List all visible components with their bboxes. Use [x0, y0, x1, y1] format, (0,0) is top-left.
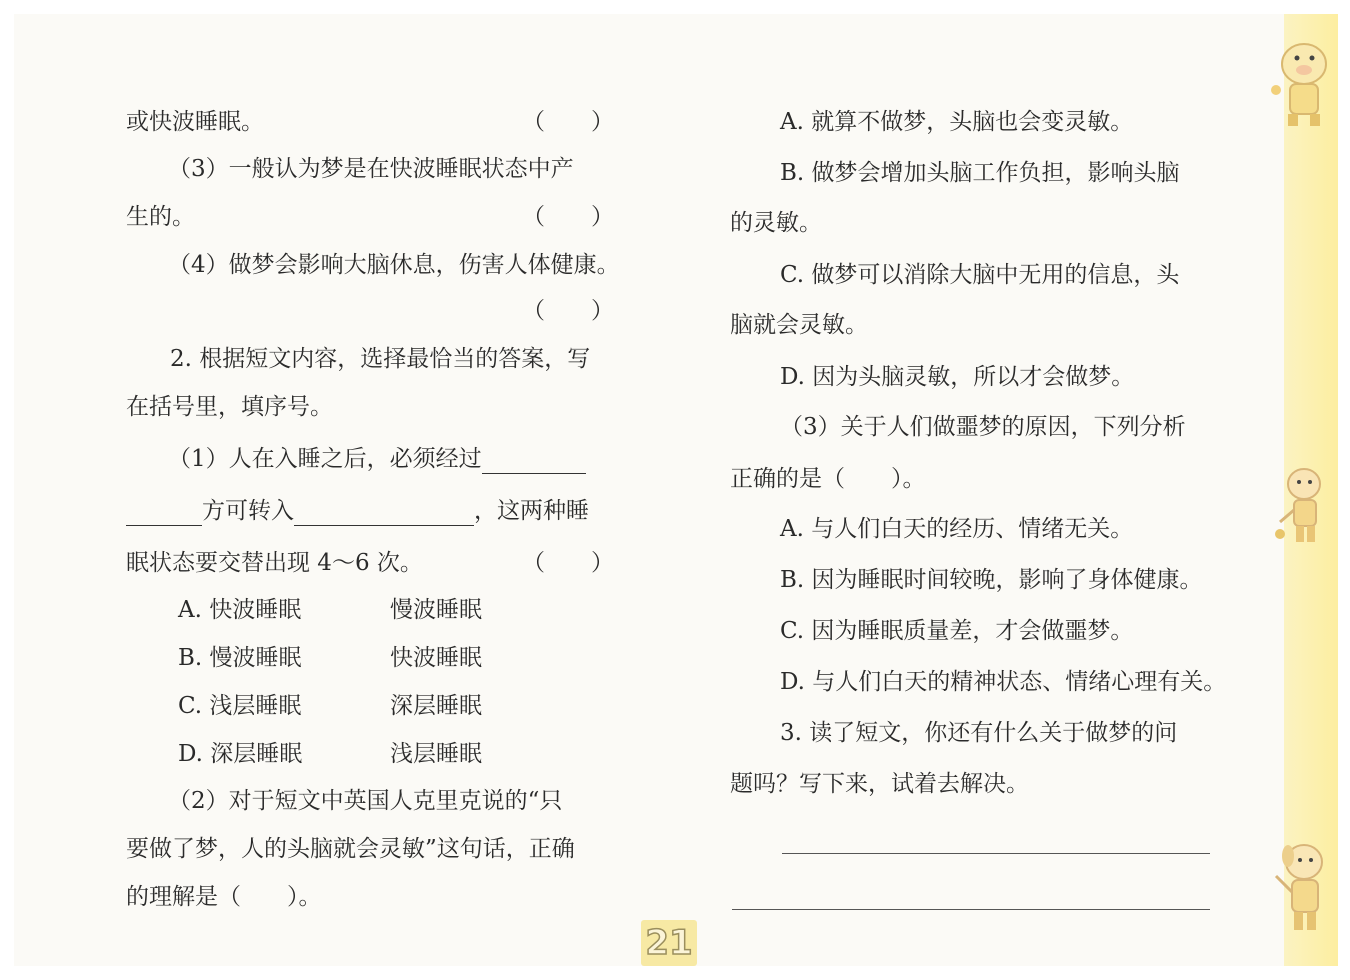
option-line: C. 因为睡眠质量差，才会做噩梦。	[780, 618, 1134, 644]
option-row	[178, 691, 482, 721]
option-left: C. 浅层睡眠	[178, 693, 302, 719]
option-line: A. 与人们白天的经历、情绪无关。	[780, 516, 1134, 542]
option-left: D. 深层睡眠	[178, 741, 303, 767]
text-line: 题吗？写下来，试着去解决。	[730, 771, 1029, 797]
answer-parentheses[interactable]: （ ）	[522, 204, 614, 230]
text-line	[126, 496, 589, 526]
fill-blank[interactable]	[294, 501, 474, 526]
text-line: 眠状态要交替出现 4～6 次。	[126, 550, 423, 576]
sub-question-1	[168, 444, 586, 474]
text-line: 正确的是（ ）。	[730, 466, 926, 492]
sub-question-2: （2）对于短文中英国人克里克说的“只	[168, 788, 563, 814]
option-row	[178, 739, 482, 769]
option-right: 慢波睡眠	[390, 597, 482, 623]
cartoon-character-icon	[1270, 462, 1336, 552]
text-line: 脑就会灵敏。	[730, 312, 868, 338]
answer-parentheses[interactable]: （ ）	[522, 550, 614, 576]
option-row	[178, 595, 482, 625]
question-4: （4）做梦会影响大脑休息，伤害人体健康。	[168, 252, 620, 278]
text-span: （1）人在入睡之后，必须经过	[168, 446, 482, 472]
option-left: A. 快波睡眠	[178, 597, 302, 623]
option-right: 深层睡眠	[390, 693, 482, 719]
section-2-heading: 2. 根据短文内容，选择最恰当的答案，写	[170, 346, 591, 372]
pig-mascot-icon	[1262, 34, 1340, 132]
question-3: （3）一般认为梦是在快波睡眠状态中产	[168, 156, 574, 182]
option-row	[178, 643, 482, 673]
sub-question-3: （3）关于人们做噩梦的原因，下列分析	[780, 414, 1186, 440]
answer-parentheses[interactable]: （ ）	[522, 109, 614, 135]
dog-mascot-icon	[1266, 836, 1338, 940]
option-line: D. 因为头脑灵敏，所以才会做梦。	[780, 364, 1135, 390]
text-line: 的灵敏。	[730, 210, 822, 236]
option-right: 浅层睡眠	[390, 741, 482, 767]
option-line: A. 就算不做梦，头脑也会变灵敏。	[780, 109, 1134, 135]
text-line: 的理解是（ ）。	[126, 884, 322, 910]
answer-line[interactable]	[732, 909, 1210, 910]
page-number: 21	[645, 923, 693, 963]
fill-blank[interactable]	[126, 501, 202, 526]
option-line: B. 因为睡眠时间较晚，影响了身体健康。	[780, 567, 1203, 593]
text-line: 在括号里，填序号。	[126, 394, 333, 420]
option-left: B. 慢波睡眠	[178, 645, 302, 671]
text-span: ，这两种睡	[474, 498, 589, 524]
answer-parentheses[interactable]: （ ）	[522, 298, 614, 324]
text-line: 或快波睡眠。	[126, 109, 264, 135]
section-3-heading: 3. 读了短文，你还有什么关于做梦的问	[780, 720, 1178, 746]
option-line: D. 与人们白天的精神状态、情绪心理有关。	[780, 669, 1227, 695]
answer-line[interactable]	[782, 853, 1210, 854]
text-span: 方可转入	[202, 498, 294, 524]
option-line: B. 做梦会增加头脑工作负担，影响头脑	[780, 160, 1180, 186]
fill-blank[interactable]	[482, 449, 586, 474]
text-line: 要做了梦，人的头脑就会灵敏”这句话，正确	[126, 836, 575, 862]
option-line: C. 做梦可以消除大脑中无用的信息，头	[780, 262, 1180, 288]
option-right: 快波睡眠	[390, 645, 482, 671]
text-line: 生的。	[126, 204, 195, 230]
